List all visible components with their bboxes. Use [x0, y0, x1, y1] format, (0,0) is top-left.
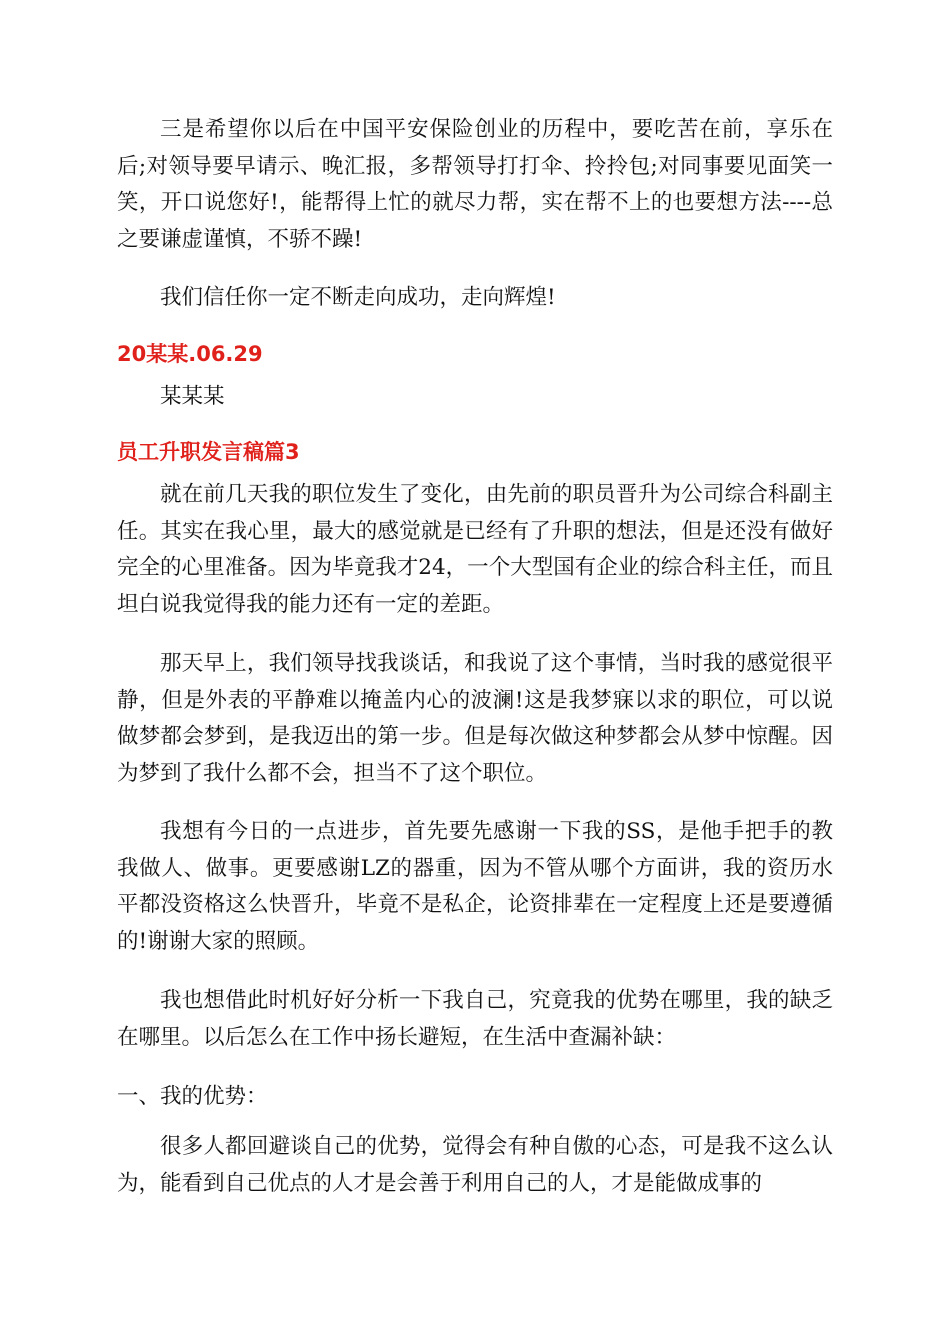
- paragraph-strengths: 很多人都回避谈自己的优势，觉得会有种自傲的心态，可是我不这么认为，能看到自己优点的人才是会善于利用自己的人，才是能做成事的: [117, 1134, 833, 1196]
- paragraph-trust: 我们信任你一定不断走向成功，走向辉煌!: [160, 285, 556, 310]
- date-line: 20某某.06.29: [117, 342, 263, 366]
- section-title: 员工升职发言稿篇3: [117, 440, 300, 464]
- list-heading-strengths: 一、我的优势：: [117, 1084, 268, 1109]
- paragraph-analysis: 我也想借此时机好好分析一下我自己，究竟我的优势在哪里，我的缺乏在哪里。以后怎么在工作中扬长避短，在生活中查漏补缺：: [117, 988, 833, 1050]
- paragraph-thanks: 我想有今日的一点进步，首先要先感谢一下我的SS，是他手把手的教我做人、做事。更要感谢LZ的器重，因为不管从哪个方面讲，我的资历水平都没资格这么快晋升，毕竟不是私企，论资排辈在一定程度上还是要遵循的!谢谢大家的照顾。: [117, 819, 833, 954]
- paragraph-conversation: 那天早上，我们领导找我谈话，和我说了这个事情，当时我的感觉很平静，但是外表的平静难以掩盖内心的波澜!这是我梦寐以求的职位，可以说做梦都会梦到，是我迈出的第一步。但是每次做这种梦都会从梦中惊醒。因为梦到了我什么都不会，担当不了这个职位。: [117, 651, 833, 786]
- signature: 某某某: [160, 384, 225, 409]
- paragraph-advice: 三是希望你以后在中国平安保险创业的历程中，要吃苦在前，享乐在后;对领导要早请示、晚汇报，多帮领导打打伞、拎拎包;对同事要见面笑一笑，开口说您好!，能帮得上忙的就尽力帮，实在帮不上的也要想方法----总之要谦虚谨慎，不骄不躁!: [117, 117, 833, 252]
- paragraph-promotion: 就在前几天我的职位发生了变化，由先前的职员晋升为公司综合科副主任。其实在我心里，最大的感觉就是已经有了升职的想法，但是还没有做好完全的心里准备。因为毕竟我才24，一个大型国有企业的综合科主任，而且坦白说我觉得我的能力还有一定的差距。: [117, 482, 833, 617]
